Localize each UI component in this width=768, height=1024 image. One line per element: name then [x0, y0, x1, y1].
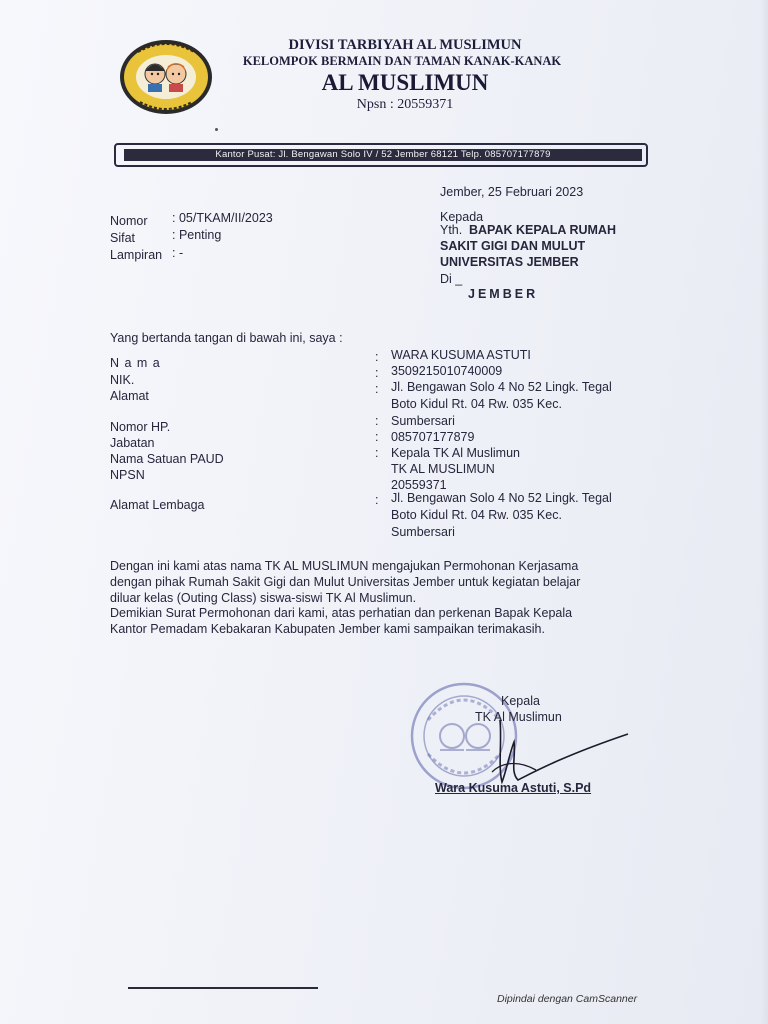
lampiran-label: Lampiran — [110, 248, 163, 262]
nama-label: N a m a — [110, 356, 161, 370]
body-line-3: diluar kelas (Outing Class) siswa-siswi TK Al Muslimun. — [110, 591, 417, 605]
recipient-line2: SAKIT GIGI DAN MULUT — [440, 239, 586, 253]
alamat-value-1: Jl. Bengawan Solo 4 No 52 Lingk. Tegal — [391, 380, 612, 394]
letterhead-npsn: Npsn : 20559371 — [356, 97, 454, 112]
colon: : — [375, 446, 379, 460]
colon: : — [375, 382, 379, 396]
recipient-kepada: Kepada — [440, 210, 484, 224]
colon: : — [375, 414, 379, 428]
nama-value: WARA KUSUMA ASTUTI — [391, 348, 531, 362]
school-logo-icon — [118, 38, 214, 116]
signature-role-2: TK Al Muslimun — [475, 710, 562, 724]
body-line-2: dengan pihak Rumah Sakit Gigi dan Mulut Universitas Jember untuk kegiatan belajar — [110, 575, 581, 589]
satuan-value: TK AL MUSLIMUN — [391, 462, 495, 476]
body-line-4: Demikian Surat Permohonan dari kami, atas perhatian dan perkenan Bapak Kepala — [110, 606, 573, 620]
colon: : — [375, 366, 379, 380]
recipient-line3: UNIVERSITAS JEMBER — [440, 255, 579, 269]
footer-line — [128, 987, 318, 989]
page-edge-shadow — [760, 0, 768, 1024]
npsn-value: 20559371 — [391, 478, 447, 492]
speck — [215, 128, 218, 131]
jabatan-value: Kepala TK Al Muslimun — [391, 446, 520, 460]
nik-label: NIK. — [110, 373, 135, 387]
colon: : — [375, 430, 379, 444]
letterhead-title: AL MUSLIMUN — [321, 70, 489, 95]
hp-label: Nomor HP. — [110, 420, 171, 434]
camscanner-watermark: Dipindai dengan CamScanner — [497, 993, 638, 1005]
letter-date: Jember, 25 Februari 2023 — [440, 185, 584, 199]
body-line-1: Dengan ini kami atas nama TK AL MUSLIMUN mengajukan Permohonan Kerjasama — [110, 559, 579, 573]
letterhead-group: KELOMPOK BERMAIN DAN TAMAN KANAK-KANAK — [242, 54, 562, 68]
lembaga-label: Alamat Lembaga — [110, 498, 205, 512]
colon: : — [375, 493, 379, 507]
signature-role-1: Kepala — [501, 694, 540, 708]
sifat-label: Sifat — [110, 231, 136, 245]
nomor-label: Nomor — [110, 214, 148, 228]
satuan-label: Nama Satuan PAUD — [110, 452, 224, 466]
recipient-line1: BAPAK KEPALA RUMAH — [469, 223, 616, 237]
recipient-di: Di _ — [440, 272, 463, 286]
recipient-yth: Yth. — [440, 223, 463, 237]
body-line-5: Kantor Pemadam Kebakaran Kabupaten Jember kami sampaikan terimakasih. — [110, 622, 545, 636]
jabatan-label: Jabatan — [110, 436, 155, 450]
nik-value: 3509215010740009 — [391, 364, 503, 378]
hp-value: 085707177879 — [391, 430, 475, 444]
alamat-value-2: Boto Kidul Rt. 04 Rw. 035 Kec. — [391, 397, 562, 411]
lembaga-value-3: Sumbersari — [391, 525, 455, 539]
colon: : — [375, 350, 379, 364]
letterhead-division: DIVISI TARBIYAH AL MUSLIMUN — [288, 37, 522, 53]
recipient-city: JEMBER — [468, 287, 539, 301]
alamat-value-3: Sumbersari — [391, 414, 455, 428]
lampiran-value: : - — [172, 246, 184, 260]
sifat-value: : Penting — [172, 228, 222, 242]
intro-text: Yang bertanda tangan di bawah ini, saya : — [110, 331, 343, 345]
nomor-value: : 05/TKAM/II/2023 — [172, 211, 273, 225]
signatory-name: Wara Kusuma Astuti, S.Pd — [435, 781, 592, 795]
lembaga-value-2: Boto Kidul Rt. 04 Rw. 035 Kec. — [391, 508, 562, 522]
alamat-label: Alamat — [110, 389, 149, 403]
npsn-label: NPSN — [110, 468, 145, 482]
lembaga-value-1: Jl. Bengawan Solo 4 No 52 Lingk. Tegal — [391, 491, 612, 505]
address-bar: Kantor Pusat: Jl. Bengawan Solo IV / 52 Jember 68121 Telp. 085707177879 — [124, 149, 642, 161]
